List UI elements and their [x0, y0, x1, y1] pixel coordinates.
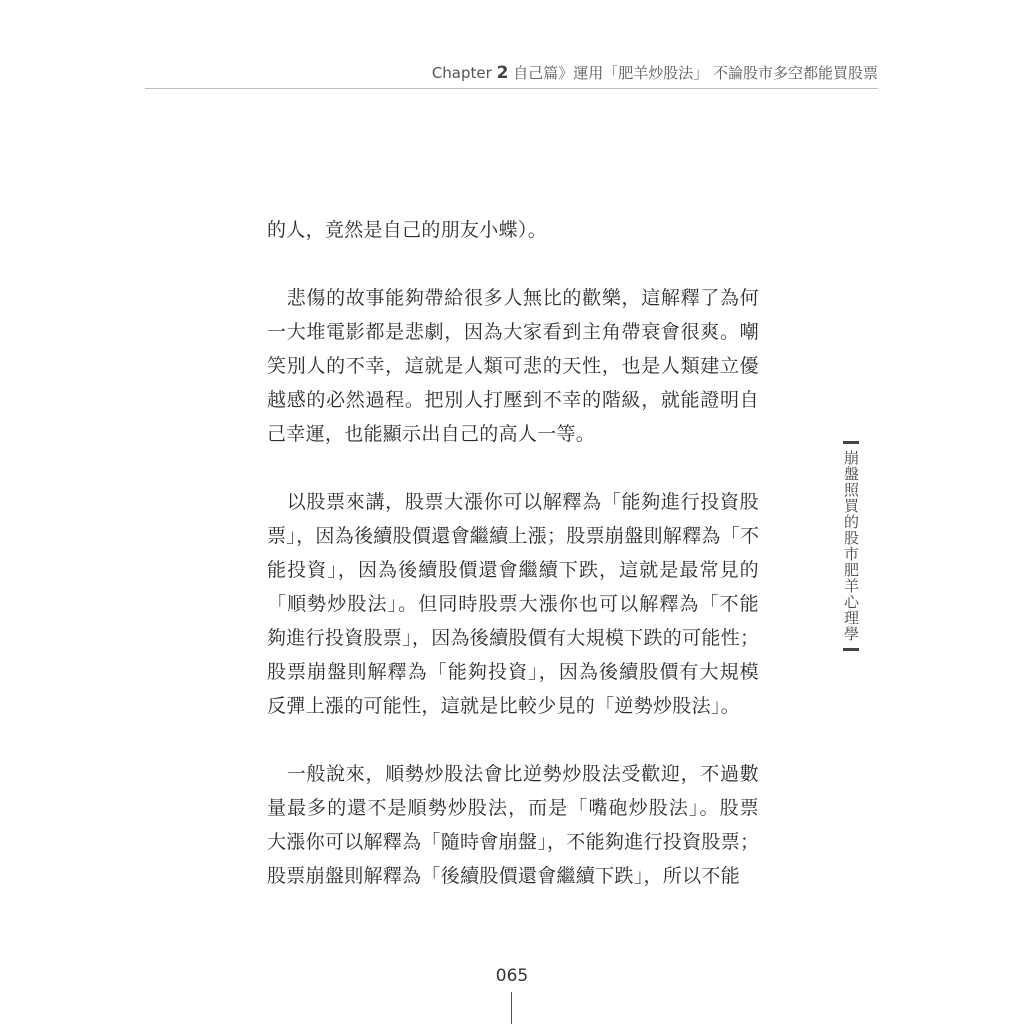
text-line: 能投資」，因為後續股價還會繼續下跌，這就是最常見的: [267, 559, 759, 581]
text-line: 笑別人的不幸，這就是人類可悲的天性，也是人類建立優: [267, 355, 759, 377]
paragraph: [267, 213, 759, 247]
chapter-title: 自己篇》運用「肥羊炒股法」 不論股市多空都能買股票: [513, 64, 878, 82]
text-line: 票」，因為後續股價還會繼續上漲；股票崩盤則解釋為「不: [267, 525, 760, 547]
body-text: [267, 213, 759, 893]
chapter-word: Chapter: [431, 64, 492, 82]
header-divider: [145, 88, 878, 89]
running-header: [145, 62, 878, 84]
text-line: 大漲你可以解釋為「隨時會崩盤」，不能夠進行投資股票；: [267, 831, 760, 853]
text-line: 的人，竟然是自己的朋友小蝶）。: [267, 219, 548, 241]
text-line: 股票崩盤則解釋為「後續股價還會繼續下跌」，所以不能: [267, 865, 741, 887]
paragraph: [267, 281, 759, 451]
text-line: 夠進行投資股票」，因為後續股價有大規模下跌的可能性；: [267, 627, 760, 649]
paragraph-gap: [267, 723, 759, 757]
paragraph-gap: [267, 247, 759, 281]
text-line: 一般說來，順勢炒股法會比逆勢炒股法受歡迎，不過數: [267, 763, 759, 785]
paragraph: [267, 757, 759, 893]
text-line: 越感的必然過程。把別人打壓到不幸的階級，就能證明自: [267, 389, 759, 411]
text-line: 己幸運，也能顯示出自己的高人一等。: [267, 423, 596, 445]
page-number-rule: [511, 992, 512, 1024]
side-running-title: [840, 441, 862, 651]
text-line: 反彈上漲的可能性，這就是比較少見的「逆勢炒股法」。: [267, 695, 741, 717]
text-line: 量最多的還不是順勢炒股法，而是「嘴砲炒股法」。股票: [267, 797, 759, 819]
chapter-number: 2: [496, 63, 509, 83]
text-line: 「順勢炒股法」。但同時股票大漲你也可以解釋為「不能: [267, 593, 759, 615]
text-line: 以股票來講，股票大漲你可以解釋為「能夠進行投資股: [267, 491, 759, 513]
paragraph-gap: [267, 451, 759, 485]
paragraph: [267, 485, 759, 723]
page-number: 065: [495, 966, 529, 986]
text-line: 悲傷的故事能夠帶給很多人無比的歡樂，這解釋了為何: [267, 287, 759, 309]
side-title-text: 崩盤照買的股市肥羊心理學: [842, 450, 860, 642]
text-line: 股票崩盤則解釋為「能夠投資」，因為後續股價有大規模: [267, 661, 759, 683]
text-line: 一大堆電影都是悲劇，因為大家看到主角帶衰會很爽。嘲: [267, 321, 759, 343]
side-title-bottom-bar: [843, 648, 859, 651]
